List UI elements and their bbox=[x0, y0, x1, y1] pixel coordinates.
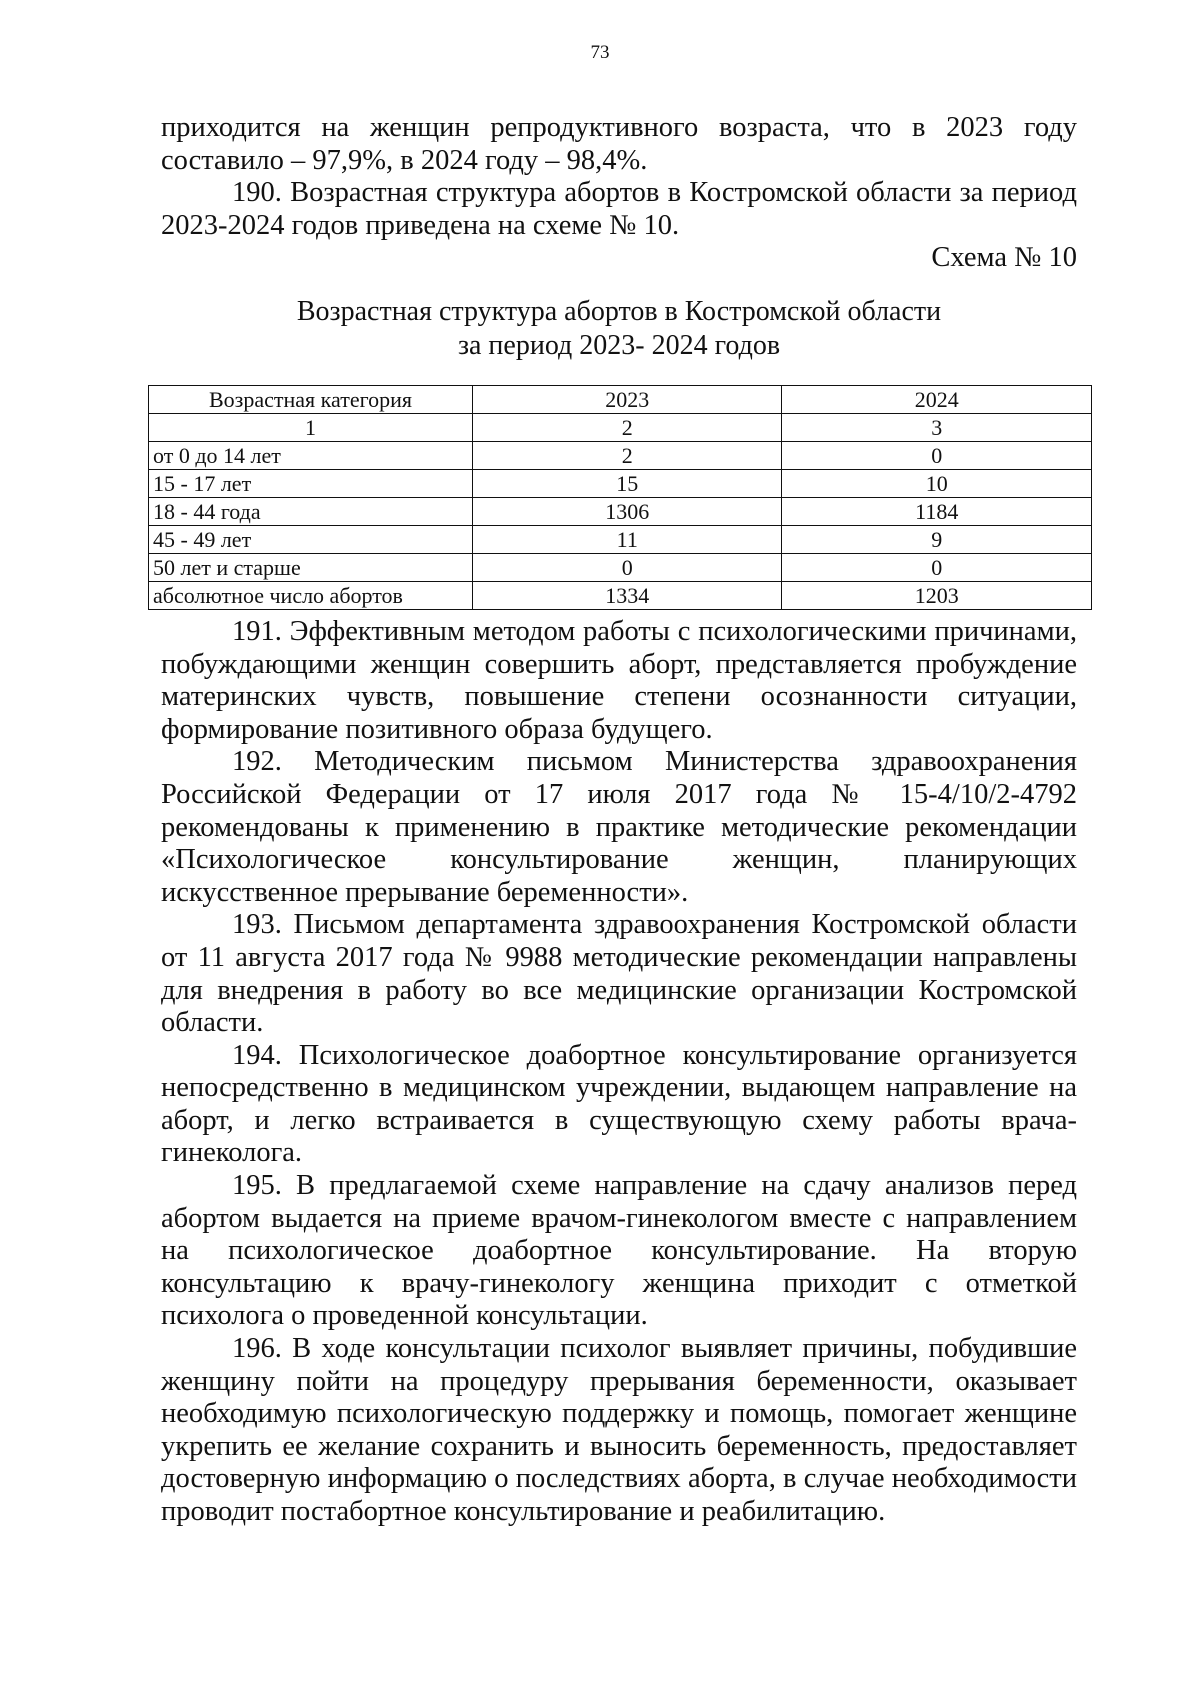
column-index-1: 1 bbox=[149, 413, 473, 441]
row-value-2024: 1203 bbox=[782, 581, 1092, 609]
column-index-3: 3 bbox=[782, 413, 1092, 441]
table-title-line-2: за период 2023- 2024 годов bbox=[457, 329, 781, 361]
table-row bbox=[149, 497, 1092, 525]
row-value-2023: 11 bbox=[472, 525, 782, 553]
row-value-2023: 15 bbox=[472, 469, 782, 497]
row-value-2024: 0 bbox=[782, 441, 1092, 469]
paragraph-191: 191. Эффективным методом работы с психологическими причинами, побуждающими женщин совершить аборт, представляется пробуждение материнских чувств, повышение степени осознанности ситуации, формирование позитивного образа будущего. bbox=[161, 615, 1077, 745]
bottom-paragraphs bbox=[161, 616, 1077, 1529]
table-row bbox=[149, 581, 1092, 609]
table-title-line-1: Возрастная структура абортов в Костромской области bbox=[296, 295, 942, 327]
table-row bbox=[149, 525, 1092, 553]
paragraph-192: 192. Методическим письмом Министерства здравоохранения Российской Федерации от 17 июля 2017 года № 15-4/10/2-4792 рекомендованы к применению в практике методические рекомендации «Психологическое консультирование женщин, планирующих искусственное прерывание беременности». bbox=[161, 746, 1077, 908]
row-value-2023: 1306 bbox=[472, 497, 782, 525]
page-number: 73 bbox=[590, 42, 610, 63]
paragraph-196: 196. В ходе консультации психолог выявляет причины, побудившие женщину пойти на процедуру прерывания беременности, оказывает необходимую психологическую поддержку и помощь, помогает женщине укрепить ее желание сохранить и выносить беременность, предоставляет достоверную информацию о последствиях аборта, в случае необходимости проводит постабортное консультирование и реабилитацию. bbox=[161, 1333, 1077, 1527]
row-value-2024: 0 bbox=[782, 553, 1092, 581]
row-category: 15 - 17 лет bbox=[149, 469, 473, 497]
table-title bbox=[161, 295, 1077, 363]
paragraph-195: 195. В предлагаемой схеме направление на сдачу анализов перед абортом выдается на приеме врачом-гинекологом вместе с направлением на психологическое доабортное консультирование. На вторую консультацию к врачу-гинекологу женщина приходит с отметкой психолога о проведенной консультации. bbox=[161, 1170, 1077, 1332]
table-row bbox=[149, 469, 1092, 497]
row-value-2024: 1184 bbox=[782, 497, 1092, 525]
row-value-2024: 9 bbox=[782, 525, 1092, 553]
column-index-2: 2 bbox=[472, 413, 782, 441]
row-value-2023: 0 bbox=[472, 553, 782, 581]
column-header-2024: 2024 bbox=[782, 385, 1092, 413]
table-row bbox=[149, 441, 1092, 469]
column-header-2023: 2023 bbox=[472, 385, 782, 413]
row-category: 45 - 49 лет bbox=[149, 525, 473, 553]
scheme-label: Схема № 10 bbox=[931, 242, 1077, 274]
table-index-row bbox=[149, 413, 1092, 441]
row-value-2024: 10 bbox=[782, 469, 1092, 497]
row-value-2023: 1334 bbox=[472, 581, 782, 609]
row-category: от 0 до 14 лет bbox=[149, 441, 473, 469]
document-body bbox=[153, 112, 1077, 1529]
table-header-row bbox=[149, 385, 1092, 413]
paragraph-193: 193. Письмом департамента здравоохранения Костромской области от 11 августа 2017 года № 9988 методические рекомендации направлены для внедрения в работу во все медицинские организации Костромской области. bbox=[161, 909, 1077, 1039]
paragraph-194: 194. Психологическое доабортное консультирование организуется непосредственно в медицинском учреждении, выдающем направление на аборт, и легко встраивается в существующую схему работы врача-гинеколога. bbox=[161, 1039, 1077, 1169]
table-row bbox=[149, 553, 1092, 581]
row-category: абсолютное число абортов bbox=[149, 581, 473, 609]
row-category: 18 - 44 года bbox=[149, 497, 473, 525]
row-value-2023: 2 bbox=[472, 441, 782, 469]
age-structure-table bbox=[148, 385, 1092, 610]
paragraph-190: 190. Возрастная структура абортов в Костромской области за период 2023-2024 годов приведена на схеме № 10. bbox=[161, 177, 1077, 241]
paragraph-continuation: приходится на женщин репродуктивного возраста, что в 2023 году составило – 97,9%, в 2024 году – 98,4%. bbox=[161, 112, 1077, 176]
row-category: 50 лет и старше bbox=[149, 553, 473, 581]
column-header-category: Возрастная категория bbox=[149, 385, 473, 413]
